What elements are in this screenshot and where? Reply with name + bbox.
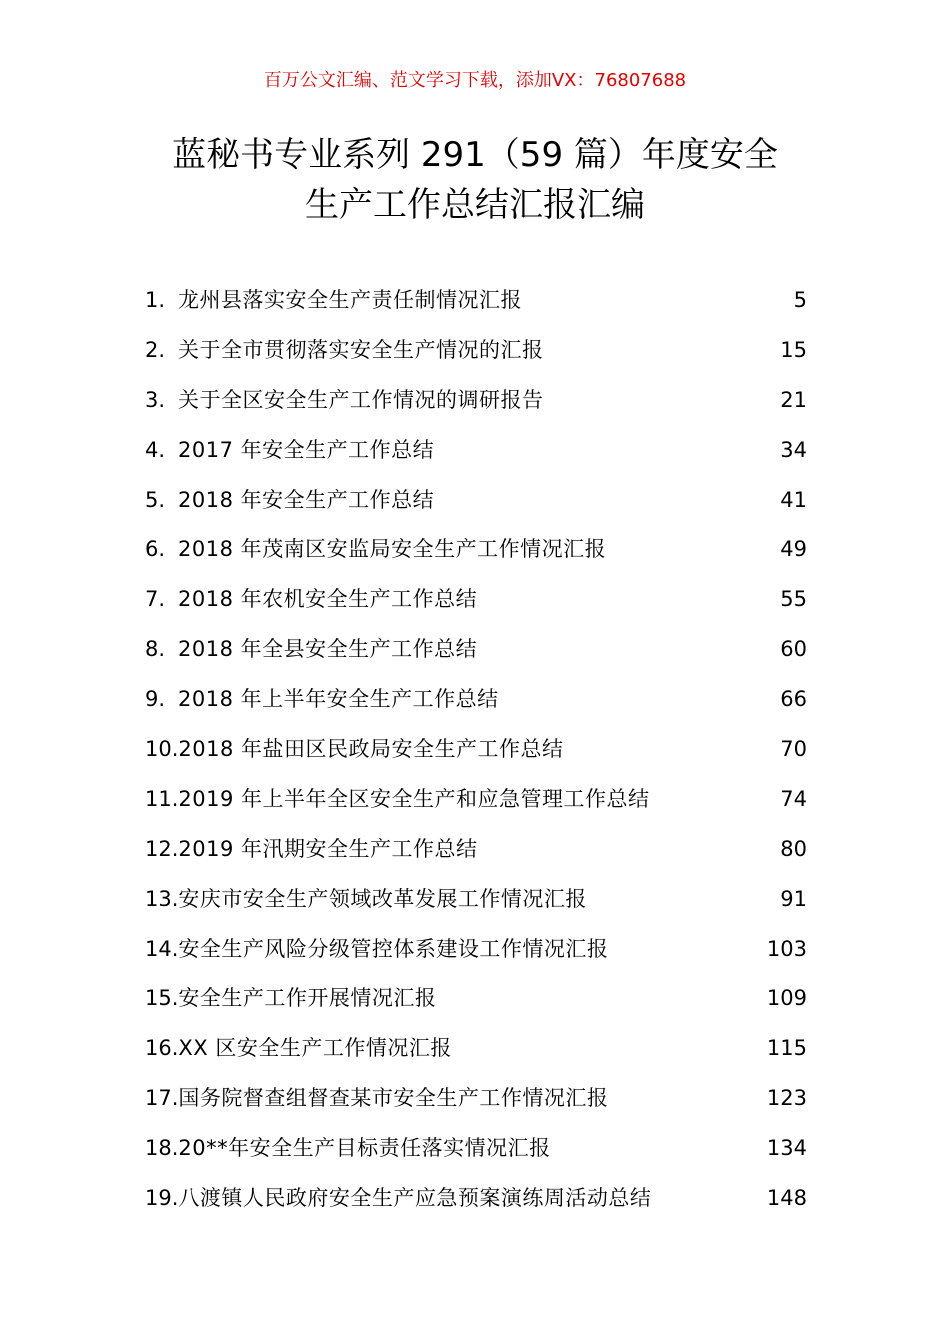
toc-entry[interactable] xyxy=(145,276,807,326)
toc-entry-page: 15 xyxy=(780,337,807,362)
toc-entry-number: 12. xyxy=(145,836,179,861)
toc-entry[interactable] xyxy=(145,1074,807,1124)
toc-entry[interactable] xyxy=(145,625,807,675)
toc-entry-page: 115 xyxy=(766,1036,807,1061)
title-line-2: 生产工作总结汇报汇编 xyxy=(305,185,645,225)
toc-entry[interactable] xyxy=(145,675,807,725)
toc-entry-title: XX 区安全生产工作情况汇报 xyxy=(178,1036,452,1061)
toc-entry[interactable] xyxy=(145,925,807,975)
toc-entry-number: 18. xyxy=(145,1136,179,1161)
toc-entry[interactable] xyxy=(145,426,807,476)
toc-entry-title: 20**年安全生产目标责任落实情况汇报 xyxy=(178,1136,551,1161)
toc-entry-number: 19. xyxy=(145,1186,179,1211)
toc-entry-title: 2018 年上半年安全生产工作总结 xyxy=(178,687,499,712)
toc-entry-page: 41 xyxy=(780,487,807,512)
toc-entry-title: 2018 年全县安全生产工作总结 xyxy=(178,637,478,662)
toc-entry-number: 9. xyxy=(145,687,166,712)
title-line-1: 蓝秘书专业系列 291（59 篇）年度安全 xyxy=(172,135,778,175)
toc-entry-number: 4. xyxy=(145,437,166,462)
toc-entry-title: 2018 年茂南区安监局安全生产工作情况汇报 xyxy=(178,537,607,562)
table-of-contents xyxy=(145,276,807,1224)
toc-entry-page: 134 xyxy=(766,1136,807,1161)
toc-entry[interactable] xyxy=(145,1024,807,1074)
toc-entry-title: 安全生产风险分级管控体系建设工作情况汇报 xyxy=(178,936,609,961)
toc-entry[interactable] xyxy=(145,476,807,526)
toc-entry-number: 5. xyxy=(145,487,166,512)
toc-entry[interactable] xyxy=(145,875,807,925)
toc-entry-title: 2018 年安全生产工作总结 xyxy=(178,487,435,512)
toc-entry-page: 55 xyxy=(780,587,807,612)
toc-entry-number: 2. xyxy=(145,337,166,362)
toc-entry-number: 8. xyxy=(145,637,166,662)
toc-entry-page: 74 xyxy=(780,786,807,811)
toc-entry-number: 10. xyxy=(145,737,179,762)
toc-entry-page: 123 xyxy=(766,1086,807,1111)
toc-entry[interactable] xyxy=(145,775,807,825)
toc-entry-title: 2018 年农机安全生产工作总结 xyxy=(178,587,478,612)
toc-entry-number: 15. xyxy=(145,986,179,1011)
toc-entry-number: 1. xyxy=(145,288,166,312)
toc-entry-page: 49 xyxy=(780,537,807,562)
toc-entry-title: 八渡镇人民政府安全生产应急预案演练周活动总结 xyxy=(178,1186,652,1211)
toc-entry[interactable] xyxy=(145,825,807,875)
toc-entry[interactable] xyxy=(145,326,807,376)
toc-entry[interactable] xyxy=(145,974,807,1024)
toc-entry-title: 2019 年汛期安全生产工作总结 xyxy=(178,836,478,861)
toc-entry-title: 2018 年盐田区民政局安全生产工作总结 xyxy=(178,737,564,762)
toc-entry[interactable] xyxy=(145,1124,807,1174)
toc-entry-title: 关于全区安全生产工作情况的调研报告 xyxy=(178,387,544,412)
toc-entry-page: 21 xyxy=(780,387,807,412)
toc-entry[interactable] xyxy=(145,376,807,426)
toc-entry-title: 安庆市安全生产领域改革发展工作情况汇报 xyxy=(178,886,587,911)
document-title xyxy=(0,130,950,230)
toc-entry-number: 14. xyxy=(145,936,179,961)
toc-entry[interactable] xyxy=(145,725,807,775)
toc-entry[interactable] xyxy=(145,575,807,625)
toc-entry-page: 66 xyxy=(780,687,807,712)
toc-entry-title: 国务院督查组督查某市安全生产工作情况汇报 xyxy=(178,1086,609,1111)
toc-entry-page: 91 xyxy=(780,886,807,911)
toc-entry-page: 109 xyxy=(766,986,807,1011)
header-note: 百万公文汇编、范文学习下载，添加VX：76807688 xyxy=(263,70,687,91)
toc-entry-page: 60 xyxy=(780,637,807,662)
toc-entry-number: 13. xyxy=(145,886,179,911)
toc-entry-title: 2019 年上半年全区安全生产和应急管理工作总结 xyxy=(178,786,650,811)
toc-entry-number: 17. xyxy=(145,1086,179,1111)
toc-entry-page: 80 xyxy=(780,836,807,861)
toc-entry-number: 7. xyxy=(145,587,166,612)
toc-entry-number: 16. xyxy=(145,1036,179,1061)
toc-entry-page: 103 xyxy=(766,936,807,961)
toc-entry-title: 关于全市贯彻落实安全生产情况的汇报 xyxy=(178,337,544,362)
toc-entry-page: 70 xyxy=(780,737,807,762)
toc-entry-title: 安全生产工作开展情况汇报 xyxy=(178,986,437,1011)
toc-entry[interactable] xyxy=(145,525,807,575)
toc-entry[interactable] xyxy=(145,1174,807,1224)
toc-entry-page: 34 xyxy=(780,437,807,462)
toc-entry-title: 龙州县落实安全生产责任制情况汇报 xyxy=(178,288,522,312)
toc-entry-number: 6. xyxy=(145,537,166,562)
toc-entry-title: 2017 年安全生产工作总结 xyxy=(178,437,435,462)
toc-entry-number: 11. xyxy=(145,786,179,811)
toc-entry-number: 3. xyxy=(145,387,166,412)
toc-entry-page: 5 xyxy=(793,288,807,312)
toc-entry-page: 148 xyxy=(766,1186,807,1211)
